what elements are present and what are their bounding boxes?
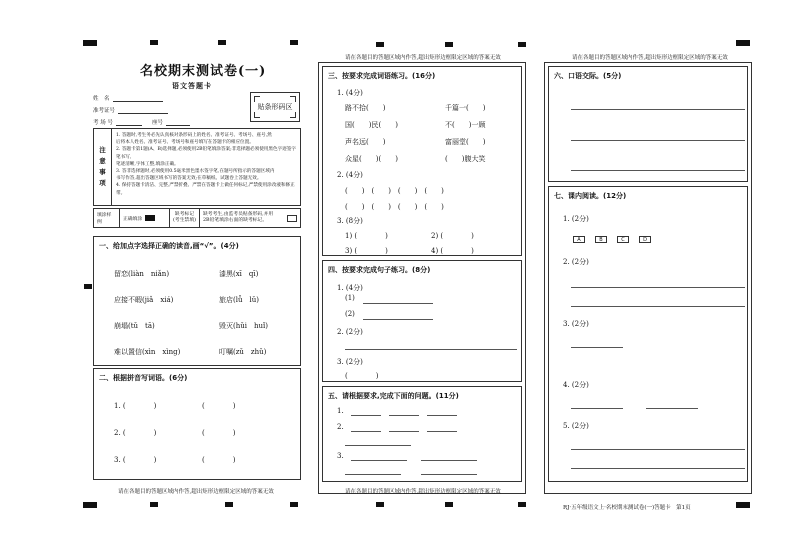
registration-mark [218, 40, 226, 45]
answer-line[interactable] [389, 415, 419, 416]
room-seat-row [93, 118, 190, 126]
idiom-blank[interactable]: 声名远( ) [345, 138, 386, 146]
room-label: 考 场 号 [93, 120, 113, 126]
pinyin-choice[interactable]: 崩塌(tǔ tā) [114, 322, 155, 330]
registration-mark [83, 40, 97, 46]
note-line: 3. 答非选择题时,必须使用0.5毫米黑色墨水签字笔,在题号所指示的答题区域内 [116, 169, 275, 175]
notes-items [112, 129, 300, 205]
filled-block-icon [145, 215, 155, 221]
registration-mark [376, 42, 384, 47]
barcode-area [250, 92, 300, 122]
answer-blank-row[interactable]: ( ) ( ) ( ) ( ) [345, 187, 444, 195]
absent-mark-label-cell [170, 209, 200, 227]
answer-blank[interactable]: 1. ( ) [114, 402, 157, 410]
question-number: 5. (2分) [563, 422, 589, 430]
absent-note-cell [200, 209, 300, 227]
question-number: 2. (4分) [337, 171, 363, 179]
section-title: 一、给加点字选择正确的读音,画“√”。(4分) [99, 242, 239, 250]
section-title: 二、根据拼音写词语。(6分) [99, 374, 188, 382]
answer-line[interactable] [646, 408, 698, 409]
registration-mark [736, 40, 750, 46]
notes-label: 注 意 事 项 [94, 129, 112, 205]
sub-question: (2) [345, 310, 355, 318]
answer-blank[interactable]: ( ) [345, 372, 379, 380]
answer-line[interactable] [363, 319, 433, 320]
registration-mark [290, 40, 298, 45]
pinyin-choice[interactable]: 漆黑(xī qī) [219, 270, 259, 278]
option-a-box[interactable]: A [573, 236, 585, 243]
pinyin-choice[interactable]: 毁灭(hǔi huǐ) [219, 322, 268, 330]
idiom-blank[interactable]: 国( )民( ) [345, 121, 398, 129]
answer-blank[interactable]: 3) ( ) [345, 247, 388, 255]
answer-area-hint: 请在各题目的答题区域内作答,超出矩形边框限定区域的答案无效 [118, 489, 274, 495]
registration-mark [290, 502, 298, 507]
question-number: 1. (4分) [337, 89, 363, 97]
question-number: 3. (8分) [337, 217, 363, 225]
section-title: 三、按要求完成词语练习。(16分) [328, 72, 436, 80]
pinyin-choice[interactable]: 叮嘱(zǔ zhǔ) [219, 348, 267, 356]
answer-line[interactable] [345, 445, 411, 446]
answer-blank[interactable]: 3. ( ) [114, 456, 157, 464]
answer-blank[interactable]: ( ) [202, 402, 236, 410]
note-line: 后将本人姓名、准考证号、考场号和座号填写在答题卡的相应位置。 [116, 140, 254, 146]
fill-example-row [93, 208, 301, 228]
section-6 [548, 66, 748, 182]
idiom-blank[interactable]: 众星( )( ) [345, 155, 398, 163]
section-title: 五、请根据要求,完成下面的问题。(11分) [328, 392, 459, 400]
note-line: 4. 保持答题卡清洁、完整,严禁折叠、严禁在答题卡上做任何标记,严禁使用涂改液和修正带。 [116, 183, 295, 196]
answer-blank[interactable]: 2) ( ) [431, 232, 474, 240]
answer-line[interactable] [571, 109, 745, 110]
notes-box [93, 128, 301, 206]
registration-mark [83, 502, 97, 508]
absent-mark-sub: (考生禁填) [173, 218, 196, 223]
section-7 [548, 186, 748, 482]
exam-no-label: 准考证号 [93, 108, 116, 114]
option-b-box[interactable]: B [595, 236, 607, 243]
exam-no-row [93, 106, 168, 114]
answer-blank[interactable]: 1) ( ) [345, 232, 388, 240]
note-line: 笔迹清晰,字体工整,填涂正确。 [116, 161, 179, 167]
barcode-label: 贴条形码区 [257, 103, 293, 111]
idiom-blank[interactable]: ( )腹大笑 [445, 155, 486, 163]
seat-label: 座号 [152, 120, 164, 126]
correct-fill-label: 正确填涂 [123, 216, 143, 222]
answer-area-hint: 请在各题目的答题区域内作答,超出矩形边框限定区域的答案无效 [572, 55, 728, 61]
seat-field[interactable] [166, 120, 190, 126]
registration-mark [376, 502, 384, 507]
answer-line[interactable] [571, 306, 745, 307]
answer-line[interactable] [345, 349, 517, 350]
absent-mark-label: 缺考标记 [174, 212, 195, 217]
pinyin-choice[interactable]: 应接不暇(jiǎ xiá) [114, 296, 174, 304]
sub-question: (1) [345, 294, 355, 302]
answer-line[interactable] [345, 474, 401, 475]
section-3 [322, 66, 522, 256]
answer-area-hint: 请在各题目的答题区域内作答,超出矩形边框限定区域的答案无效 [345, 489, 501, 495]
question-number: 2. (2分) [337, 328, 363, 336]
option-c-box[interactable]: C [617, 236, 629, 243]
question-number: 1. (2分) [563, 215, 589, 223]
question-number: 1. (4分) [337, 284, 363, 292]
exam-no-field[interactable] [118, 108, 168, 114]
registration-mark [84, 284, 92, 289]
answer-line[interactable] [351, 415, 381, 416]
note-line: 2. 答题卡第1题(A、B)选择题,必须使用2B铅笔填涂答案;非选择题必须使用黑色字迹签字笔书写, [116, 147, 296, 160]
answer-blank[interactable]: 2. ( ) [114, 429, 157, 437]
absent-mark-box[interactable] [287, 215, 297, 222]
idiom-blank[interactable]: 路不拾( ) [345, 104, 386, 112]
fill-example-label: 填涂样例 [94, 209, 120, 227]
section-1 [93, 236, 301, 366]
section-2 [93, 368, 301, 480]
page-subtitle: 语文答题卡 [172, 81, 212, 90]
pinyin-choice[interactable]: 旅店(lǚ lǔ) [219, 296, 259, 304]
answer-line[interactable] [571, 449, 745, 450]
question-number: 1. [337, 407, 344, 415]
answer-line[interactable] [571, 408, 623, 409]
answer-line[interactable] [427, 415, 457, 416]
answer-line[interactable] [389, 431, 419, 432]
registration-mark [150, 502, 158, 507]
absent-note-line: 2B铅笔填涂右面的缺考标记。 [203, 218, 268, 223]
answer-line[interactable] [427, 431, 457, 432]
answer-blank-row[interactable]: ( ) ( ) ( ) ( ) [345, 203, 444, 211]
pinyin-choice[interactable]: 留恋(liàn niǎn) [114, 270, 170, 278]
note-line: 1. 答题时,考生务必先认真核对条形码上的姓名、准考证号、考场号、座号,然 [116, 133, 272, 138]
section-title: 四、按要求完成句子练习。(8分) [328, 266, 431, 274]
name-field[interactable] [113, 96, 163, 102]
registration-mark [736, 502, 750, 508]
answer-line[interactable] [363, 303, 433, 304]
correct-fill-cell [120, 209, 170, 227]
registration-mark [518, 42, 526, 47]
question-number: 2. (2分) [563, 258, 589, 266]
question-number: 3. (2分) [337, 358, 363, 366]
question-number: 3. (2分) [563, 320, 589, 328]
section-title: 六、口语交际。(5分) [554, 72, 622, 80]
registration-mark [225, 502, 233, 507]
note-line: 书写作答,超出答题区域书写的答案无效;在草稿纸、试题卷上答题无效。 [116, 176, 262, 182]
answer-line[interactable] [421, 460, 477, 461]
registration-mark [518, 502, 526, 507]
answer-line[interactable] [351, 431, 381, 432]
answer-line[interactable] [571, 468, 745, 469]
answer-line[interactable] [571, 347, 623, 348]
choice-options [573, 236, 657, 244]
idiom-blank[interactable]: 不( )一顾 [445, 121, 486, 129]
section-5 [322, 386, 522, 482]
pinyin-choice[interactable]: 难以置信(xìn xìng) [114, 348, 181, 356]
answer-blank[interactable]: 4) ( ) [431, 247, 474, 255]
page-footer: RJ·五年级语文上·名校期末测试卷(一)答题卡 第1页 [563, 505, 691, 511]
answer-line[interactable] [571, 287, 745, 288]
option-d-box[interactable]: D [639, 236, 651, 243]
question-number: 2. [337, 423, 344, 431]
answer-blank[interactable]: ( ) [202, 429, 236, 437]
section-4 [322, 260, 522, 382]
idiom-blank[interactable]: 富丽堂( ) [445, 138, 486, 146]
name-label: 姓 名 [93, 96, 110, 102]
section-title: 七、课内阅读。(12分) [554, 192, 627, 200]
question-number: 4. (2分) [563, 381, 589, 389]
page-title: 名校期末测试卷(一) [140, 64, 267, 79]
name-row [93, 94, 163, 102]
registration-mark [150, 40, 158, 45]
answer-line[interactable] [351, 460, 407, 461]
answer-line[interactable] [571, 140, 745, 141]
answer-line[interactable] [421, 474, 477, 475]
registration-mark [445, 42, 453, 47]
question-number: 3. [337, 452, 344, 460]
absent-note-line: 缺考考生,由监考员贴条形码,并用 [203, 212, 274, 217]
room-field[interactable] [116, 120, 142, 126]
answer-blank[interactable]: ( ) [202, 456, 236, 464]
answer-line[interactable] [571, 170, 745, 171]
answer-area-hint: 请在各题目的答题区域内作答,超出矩形边框限定区域的答案无效 [345, 55, 501, 61]
registration-mark [445, 502, 453, 507]
idiom-blank[interactable]: 千篇一( ) [445, 104, 486, 112]
